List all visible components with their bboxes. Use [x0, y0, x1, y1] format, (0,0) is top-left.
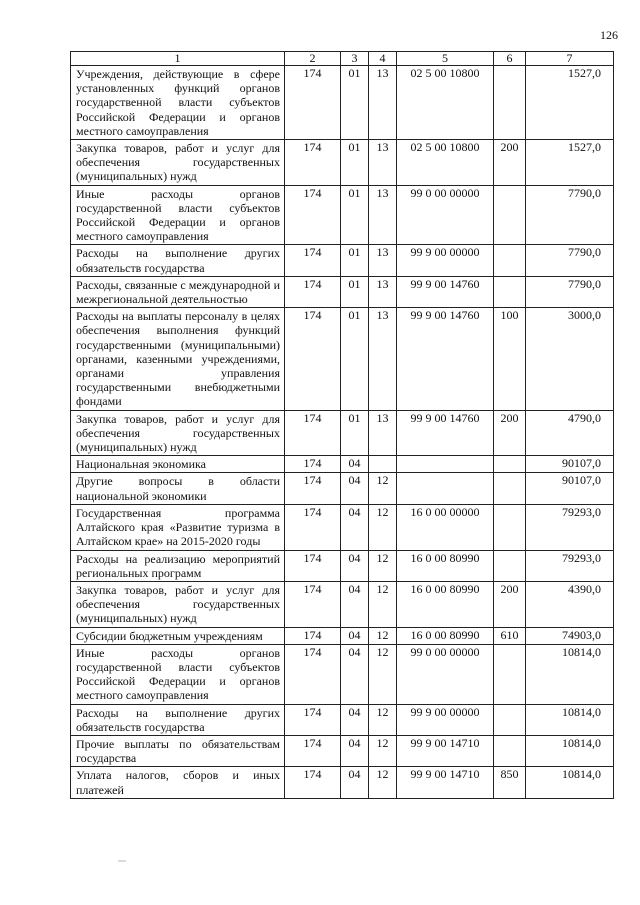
- expense-type-cell: 100: [494, 308, 526, 410]
- subsection-cell: 12: [369, 504, 397, 550]
- target-article-cell: 02 5 00 10800: [397, 140, 494, 186]
- row-name-cell: Субсидии бюджетным учреждениям: [71, 627, 285, 644]
- admin-code-cell: 174: [285, 473, 341, 504]
- admin-code-cell: 174: [285, 767, 341, 798]
- subsection-cell: 13: [369, 140, 397, 186]
- target-article-cell: 99 9 00 14710: [397, 735, 494, 766]
- target-article-cell: [397, 473, 494, 504]
- expense-type-cell: 610: [494, 627, 526, 644]
- amount-cell: 4390,0: [526, 581, 614, 627]
- subsection-cell: 13: [369, 245, 397, 276]
- amount-cell: 4790,0: [526, 410, 614, 456]
- section-cell: 01: [341, 66, 369, 140]
- section-cell: 04: [341, 627, 369, 644]
- target-article-cell: 16 0 00 00000: [397, 504, 494, 550]
- subsection-cell: 13: [369, 410, 397, 456]
- page-number: 126: [600, 28, 618, 42]
- table-row: [71, 308, 614, 410]
- row-name-cell: Уплата налогов, сборов и иных платежей: [71, 767, 285, 798]
- subsection-cell: 12: [369, 550, 397, 581]
- section-cell: 04: [341, 704, 369, 735]
- row-name-cell: Расходы, связанные с международной и межрегиональной деятельностью: [71, 276, 285, 307]
- admin-code-cell: 174: [285, 185, 341, 245]
- column-header: 2: [285, 52, 341, 66]
- section-cell: 04: [341, 581, 369, 627]
- admin-code-cell: 174: [285, 245, 341, 276]
- section-cell: 01: [341, 410, 369, 456]
- column-header: 5: [397, 52, 494, 66]
- subsection-cell: 12: [369, 473, 397, 504]
- amount-cell: 7790,0: [526, 276, 614, 307]
- target-article-cell: 99 9 00 14760: [397, 308, 494, 410]
- expense-type-cell: [494, 456, 526, 473]
- target-article-cell: 99 9 00 14710: [397, 767, 494, 798]
- target-article-cell: 99 9 00 00000: [397, 704, 494, 735]
- admin-code-cell: 174: [285, 644, 341, 704]
- section-cell: 04: [341, 504, 369, 550]
- table-row: [71, 581, 614, 627]
- table-row: [71, 473, 614, 504]
- subsection-cell: 13: [369, 276, 397, 307]
- subsection-cell: 12: [369, 581, 397, 627]
- subsection-cell: 12: [369, 704, 397, 735]
- table-row: [71, 456, 614, 473]
- row-name-cell: Иные расходы органов государственной власти субъектов Российской Федерации и органов местного самоуправления: [71, 185, 285, 245]
- row-name-cell: Иные расходы органов государственной власти субъектов Российской Федерации и органов местного самоуправления: [71, 644, 285, 704]
- expense-type-cell: [494, 185, 526, 245]
- column-header: 1: [71, 52, 285, 66]
- column-header: 4: [369, 52, 397, 66]
- admin-code-cell: 174: [285, 627, 341, 644]
- target-article-cell: 16 0 00 80990: [397, 627, 494, 644]
- target-article-cell: 99 0 00 00000: [397, 185, 494, 245]
- target-article-cell: 16 0 00 80990: [397, 550, 494, 581]
- column-header: 7: [526, 52, 614, 66]
- subsection-cell: 13: [369, 308, 397, 410]
- row-name-cell: Учреждения, действующие в сфере установленных функций органов государственной власти субъектов Российской Федерации и органов местного самоуправления: [71, 66, 285, 140]
- section-cell: 04: [341, 473, 369, 504]
- scan-mark: [118, 860, 126, 862]
- table-row: [71, 140, 614, 186]
- expense-type-cell: 200: [494, 410, 526, 456]
- table-row: [71, 410, 614, 456]
- expense-type-cell: [494, 504, 526, 550]
- amount-cell: 10814,0: [526, 767, 614, 798]
- row-name-cell: Закупка товаров, работ и услуг для обеспечения государственных (муниципальных) нужд: [71, 140, 285, 186]
- subsection-cell: 12: [369, 735, 397, 766]
- table-row: [71, 66, 614, 140]
- subsection-cell: 13: [369, 185, 397, 245]
- expense-type-cell: 200: [494, 581, 526, 627]
- subsection-cell: 12: [369, 767, 397, 798]
- subsection-cell: 12: [369, 644, 397, 704]
- expense-type-cell: [494, 735, 526, 766]
- amount-cell: 10814,0: [526, 735, 614, 766]
- table-row: [71, 185, 614, 245]
- amount-cell: 90107,0: [526, 473, 614, 504]
- table-row: [71, 767, 614, 798]
- target-article-cell: 02 5 00 10800: [397, 66, 494, 140]
- section-cell: 01: [341, 308, 369, 410]
- subsection-cell: 13: [369, 66, 397, 140]
- section-cell: 01: [341, 245, 369, 276]
- target-article-cell: 16 0 00 80990: [397, 581, 494, 627]
- table-row: [71, 504, 614, 550]
- expense-type-cell: [494, 276, 526, 307]
- expense-type-cell: [494, 704, 526, 735]
- table-row: [71, 276, 614, 307]
- expense-type-cell: [494, 473, 526, 504]
- admin-code-cell: 174: [285, 550, 341, 581]
- row-name-cell: Другие вопросы в области национальной экономики: [71, 473, 285, 504]
- expense-type-cell: [494, 644, 526, 704]
- amount-cell: 3000,0: [526, 308, 614, 410]
- admin-code-cell: 174: [285, 308, 341, 410]
- row-name-cell: Расходы на выполнение других обязательств государства: [71, 245, 285, 276]
- row-name-cell: Национальная экономика: [71, 456, 285, 473]
- amount-cell: 7790,0: [526, 185, 614, 245]
- admin-code-cell: 174: [285, 456, 341, 473]
- amount-cell: 10814,0: [526, 644, 614, 704]
- admin-code-cell: 174: [285, 66, 341, 140]
- section-cell: 04: [341, 550, 369, 581]
- budget-table: [70, 51, 614, 799]
- admin-code-cell: 174: [285, 704, 341, 735]
- table-row: [71, 735, 614, 766]
- section-cell: 04: [341, 456, 369, 473]
- section-cell: 01: [341, 140, 369, 186]
- amount-cell: 7790,0: [526, 245, 614, 276]
- amount-cell: 90107,0: [526, 456, 614, 473]
- row-name-cell: Государственная программа Алтайского края «Развитие туризма в Алтайском крае» на 2015-2020 годы: [71, 504, 285, 550]
- row-name-cell: Закупка товаров, работ и услуг для обеспечения государственных (муниципальных) нужд: [71, 581, 285, 627]
- table-row: [71, 644, 614, 704]
- table-header-row: [71, 52, 614, 66]
- row-name-cell: Закупка товаров, работ и услуг для обеспечения государственных (муниципальных) нужд: [71, 410, 285, 456]
- expense-type-cell: [494, 550, 526, 581]
- amount-cell: 79293,0: [526, 504, 614, 550]
- admin-code-cell: 174: [285, 410, 341, 456]
- section-cell: 04: [341, 767, 369, 798]
- expense-type-cell: [494, 66, 526, 140]
- row-name-cell: Расходы на выполнение других обязательств государства: [71, 704, 285, 735]
- target-article-cell: 99 9 00 14760: [397, 276, 494, 307]
- section-cell: 04: [341, 644, 369, 704]
- row-name-cell: Расходы на реализацию мероприятий региональных программ: [71, 550, 285, 581]
- admin-code-cell: 174: [285, 735, 341, 766]
- expense-type-cell: 200: [494, 140, 526, 186]
- column-header: 3: [341, 52, 369, 66]
- admin-code-cell: 174: [285, 581, 341, 627]
- row-name-cell: Расходы на выплаты персоналу в целях обеспечения выполнения функций государственными (муниципальными) органами, казенными учреждениями, органами управления государственными внебюджетными фондами: [71, 308, 285, 410]
- target-article-cell: 99 9 00 14760: [397, 410, 494, 456]
- target-article-cell: 99 9 00 00000: [397, 245, 494, 276]
- amount-cell: 79293,0: [526, 550, 614, 581]
- amount-cell: 1527,0: [526, 66, 614, 140]
- table-row: [71, 245, 614, 276]
- admin-code-cell: 174: [285, 140, 341, 186]
- column-header: 6: [494, 52, 526, 66]
- subsection-cell: [369, 456, 397, 473]
- target-article-cell: [397, 456, 494, 473]
- amount-cell: 74903,0: [526, 627, 614, 644]
- subsection-cell: 12: [369, 627, 397, 644]
- table-row: [71, 550, 614, 581]
- expense-type-cell: [494, 245, 526, 276]
- row-name-cell: Прочие выплаты по обязательствам государства: [71, 735, 285, 766]
- admin-code-cell: 174: [285, 276, 341, 307]
- table-row: [71, 627, 614, 644]
- target-article-cell: 99 0 00 00000: [397, 644, 494, 704]
- amount-cell: 10814,0: [526, 704, 614, 735]
- admin-code-cell: 174: [285, 504, 341, 550]
- section-cell: 01: [341, 185, 369, 245]
- section-cell: 04: [341, 735, 369, 766]
- expense-type-cell: 850: [494, 767, 526, 798]
- amount-cell: 1527,0: [526, 140, 614, 186]
- section-cell: 01: [341, 276, 369, 307]
- table-row: [71, 704, 614, 735]
